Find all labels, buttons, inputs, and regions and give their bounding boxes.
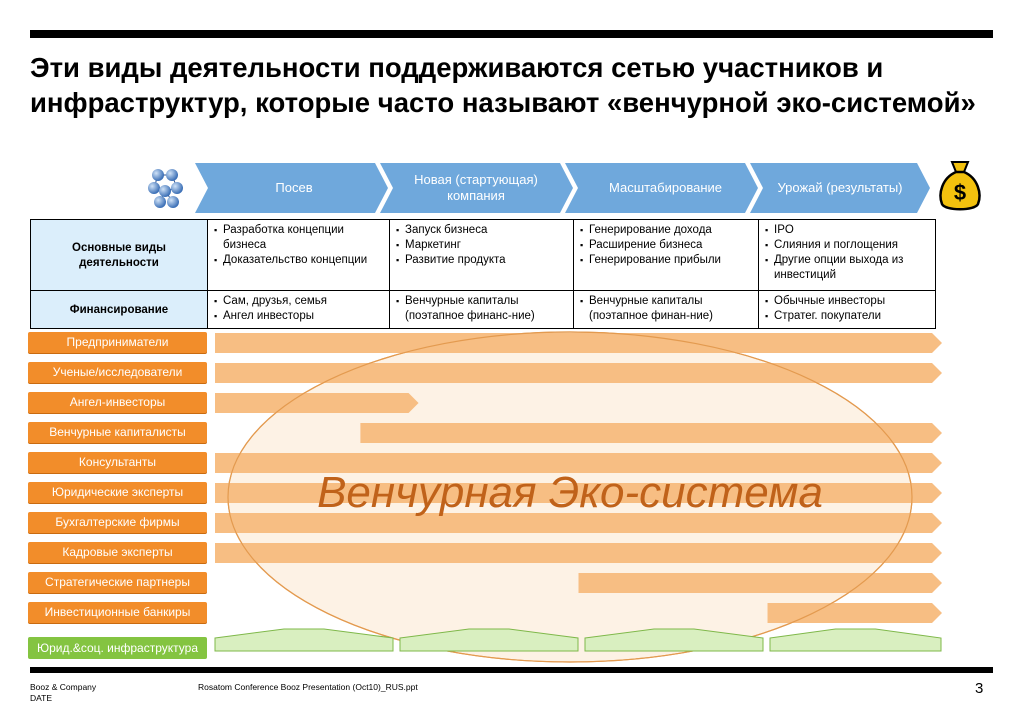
list-item: ▪ Развитие продукта: [396, 253, 567, 268]
actor-label: Предприниматели: [28, 332, 207, 353]
ecosystem-overlay-text: Венчурная Эко-система: [317, 468, 823, 517]
actor-bar: [215, 333, 942, 353]
list-item: ▪ Обычные инвесторы: [765, 294, 929, 309]
list-item: ▪ Слияния и поглощения: [765, 238, 929, 253]
actor-label: Кадровые эксперты: [28, 542, 207, 563]
actor-bar: [768, 603, 942, 623]
list-item: ▪ Венчурные капиталы (поэтапное финан-ние): [580, 294, 752, 324]
infrastructure-label: Юрид.&соц. инфраструктура: [28, 637, 207, 659]
actor-bar: [579, 573, 943, 593]
page-title: Эти виды деятельности поддерживаются сетью участников и инфраструктур, которые часто называют «венчурной эко-системой»: [30, 52, 976, 118]
actor-label: Венчурные капиталисты: [28, 422, 207, 443]
list-item: ▪ Генерирование прибыли: [580, 253, 752, 268]
svg-text:$: $: [953, 180, 967, 205]
list-item: ▪ Маркетинг: [396, 238, 567, 253]
list-item: ▪ Другие опции выхода из инвестиций: [765, 253, 929, 283]
actor-label: Инвестиционные банкиры: [28, 602, 207, 623]
actor-label: Бухгалтерские фирмы: [28, 512, 207, 533]
footer-company: Booz & Company: [30, 682, 97, 692]
phase-label-seed: Посев: [275, 180, 313, 195]
actor-label: Стратегические партнеры: [28, 572, 207, 593]
list-item: ▪ Стратег. покупатели: [765, 309, 929, 324]
phase-label-harvest: Урожай (результаты): [777, 180, 903, 195]
phase-label-startup: Новая (стартующая) компания: [414, 172, 538, 203]
actor-bar: [215, 543, 942, 563]
actor-label: Ангел-инвесторы: [28, 392, 207, 413]
actor-bar: [360, 423, 942, 443]
list-item: ▪ Разработка концепции бизнеса: [214, 223, 383, 253]
list-item: ▪ IPO: [765, 223, 929, 238]
list-item: ▪ Сам, друзья, семья: [214, 294, 383, 309]
actor-bar: [215, 393, 419, 413]
row-header-financing: Финансирование: [31, 291, 208, 329]
list-item: ▪ Венчурные капиталы (поэтапное финанс-ние): [396, 294, 567, 324]
phase-label-scaling: Масштабирование: [608, 180, 722, 195]
row-header-activities: Основные виды деятельности: [31, 220, 208, 291]
actor-bar: [215, 363, 942, 383]
infrastructure-bar: [215, 629, 393, 651]
footer-company-block: [30, 682, 96, 704]
list-item: ▪ Генерирование дохода: [580, 223, 752, 238]
list-item: ▪ Ангел инвесторы: [214, 309, 383, 324]
actor-label: Юридические эксперты: [28, 482, 207, 503]
list-item: ▪ Расширение бизнеса: [580, 238, 752, 253]
footer-filename: Rosatom Conference Booz Presentation (Oct10)_RUS.ppt: [198, 682, 418, 692]
actor-label: Ученые/исследователи: [28, 362, 207, 383]
page-number: 3: [975, 680, 984, 697]
list-item: ▪ Запуск бизнеса: [396, 223, 567, 238]
footer-date: DATE: [30, 693, 53, 703]
actor-label: Консультанты: [28, 452, 207, 473]
infrastructure-bar: [770, 629, 941, 651]
list-item: ▪ Доказательство концепции: [214, 253, 383, 268]
bottom-rule: [30, 667, 993, 673]
